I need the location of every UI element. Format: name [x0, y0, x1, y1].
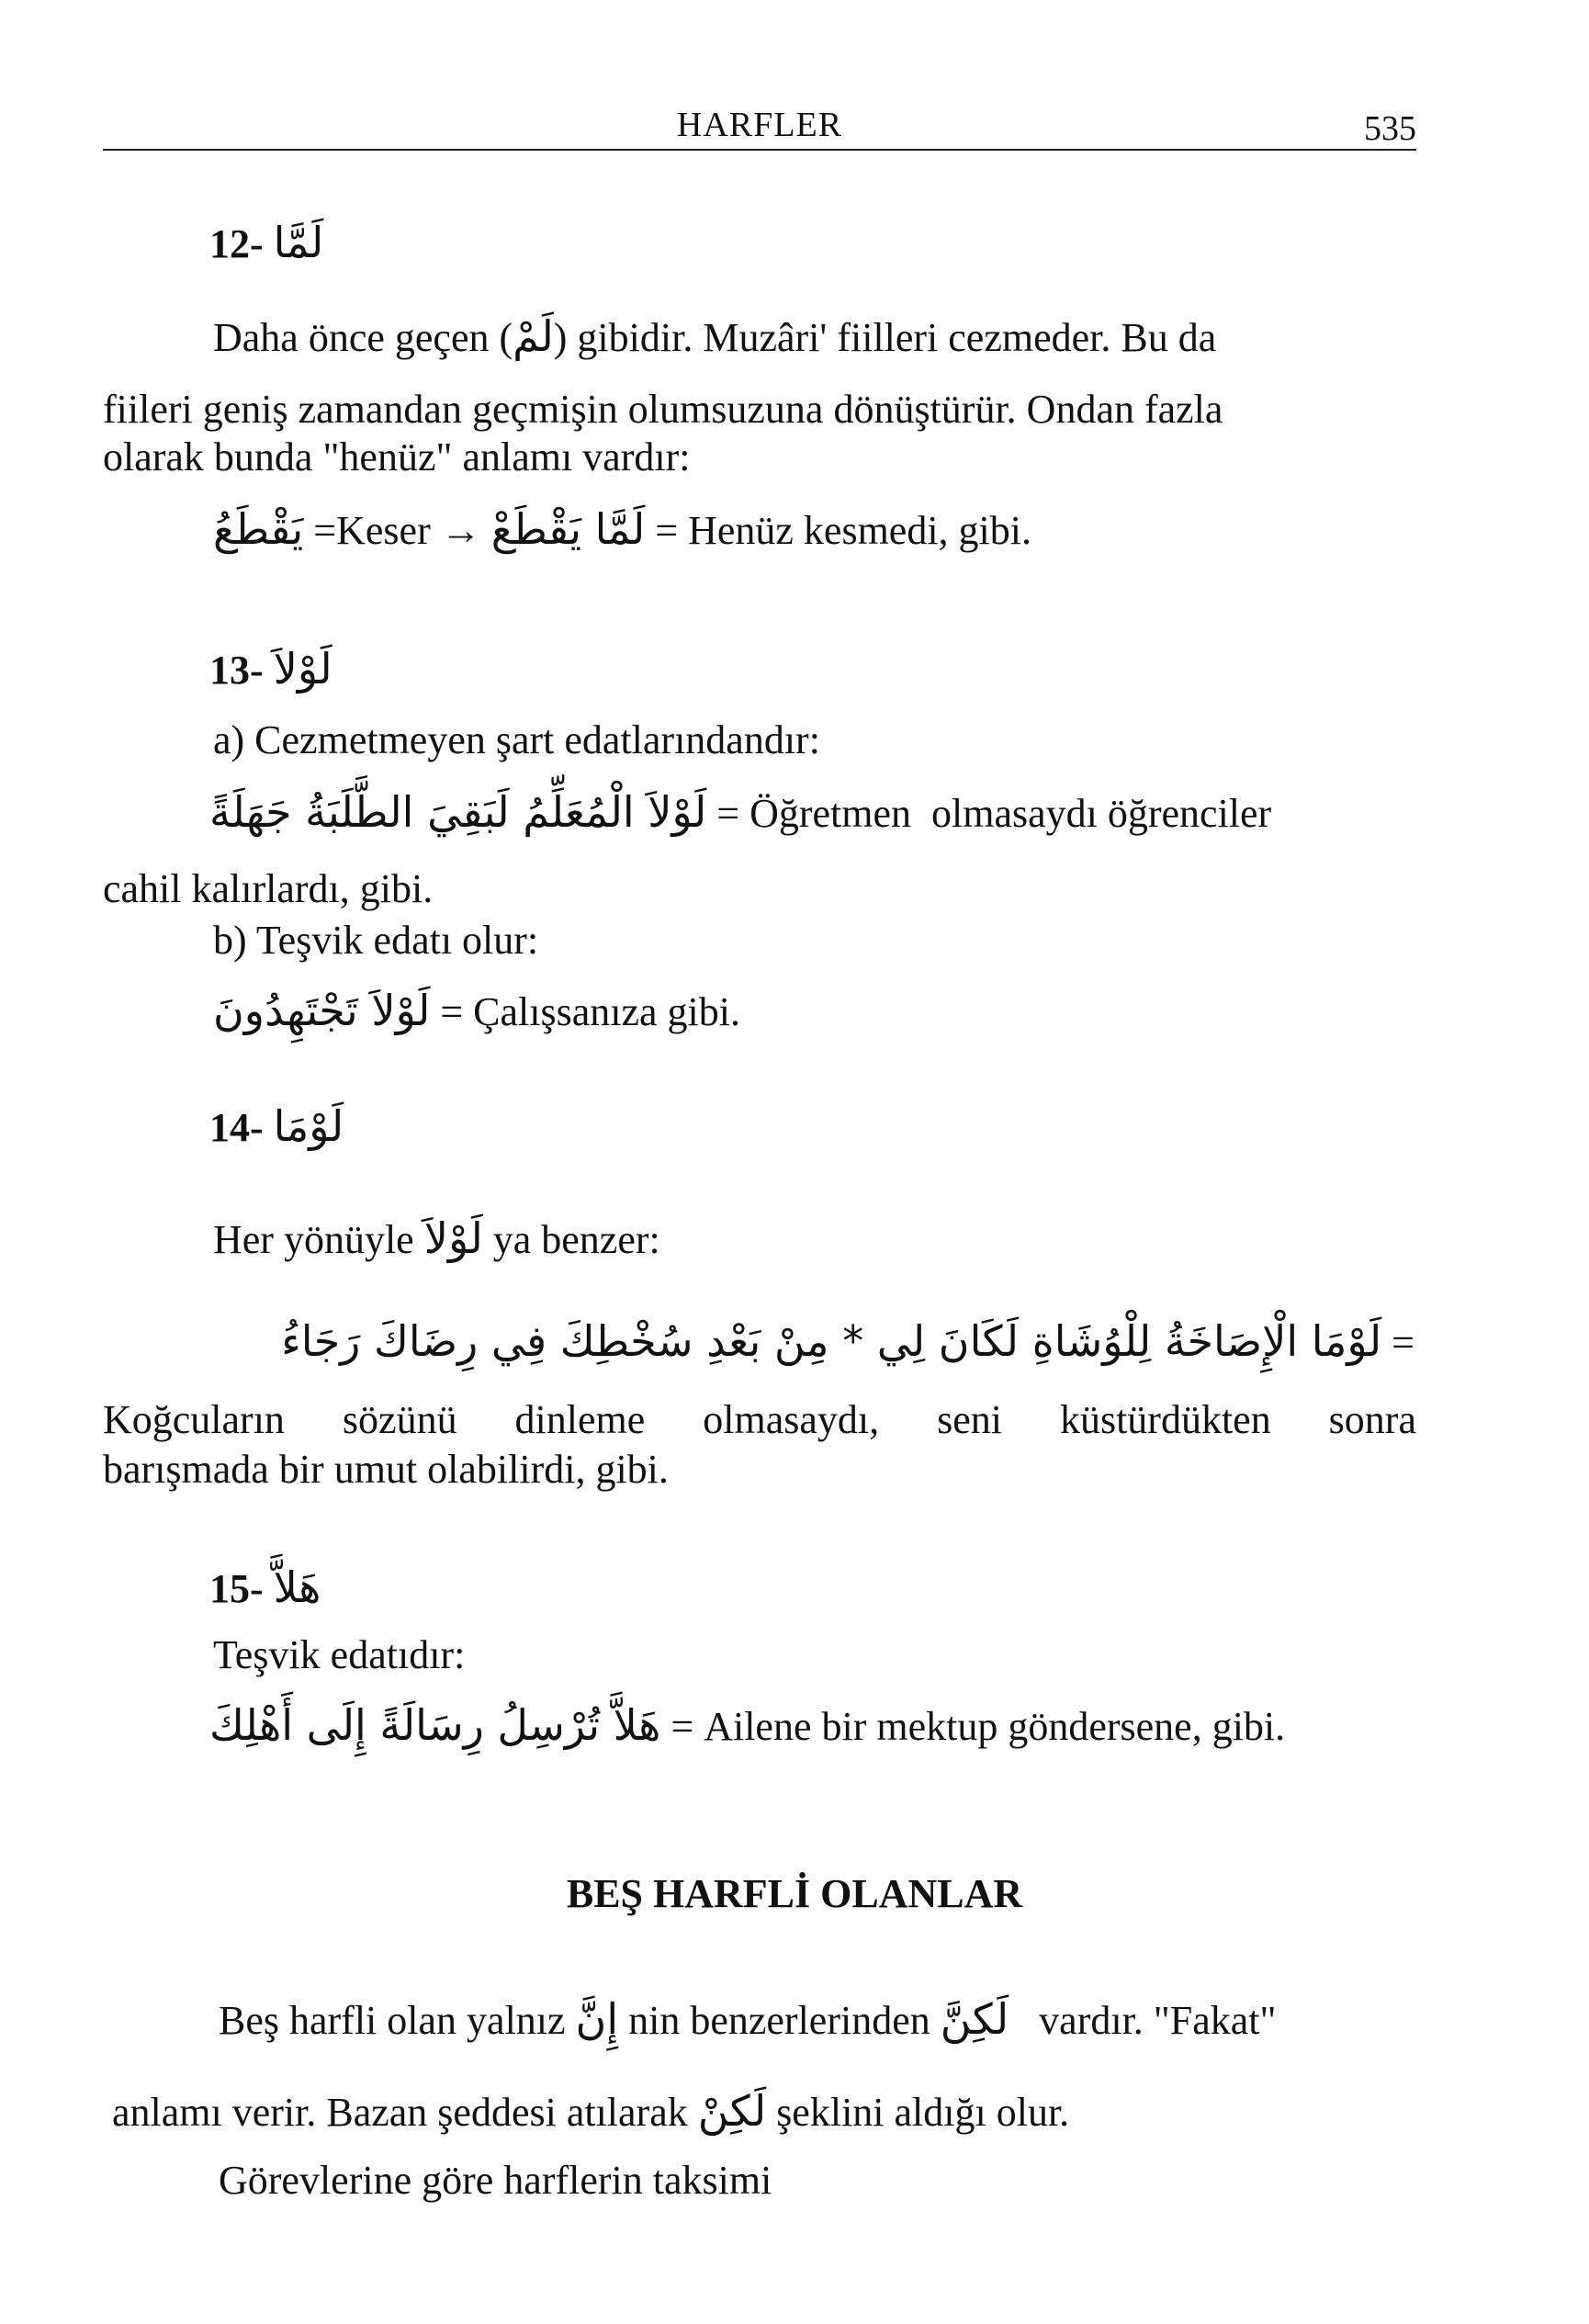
running-title: HARFLER — [676, 106, 843, 144]
verse-line — [220, 1315, 1414, 1369]
text-span: =Keser → — [313, 508, 481, 553]
section-14-heading — [209, 1100, 344, 1154]
paragraph-line: Koğcuların sözünü dinleme olmasaydı, seni küstürdükten sonra — [103, 1397, 1416, 1442]
text-span: Daha önce geçen ( — [213, 315, 513, 360]
text-span: ya benzer: — [492, 1217, 660, 1262]
section-number: 15- — [209, 1566, 264, 1611]
arabic-inline: لَوْلاَ — [423, 1213, 483, 1263]
text-span: vardır. "Fakat" — [1039, 1998, 1277, 2043]
section-15-heading — [209, 1562, 321, 1615]
arabic-example: لَمَّا يَقْطَعْ — [490, 504, 646, 554]
section-number: 14- — [209, 1105, 264, 1150]
section-number: 13- — [209, 648, 264, 693]
text-span: Beş harfli olan yalnız — [219, 1998, 566, 2043]
section-arabic-term: لَمَّا — [273, 218, 324, 267]
arabic-example: لَوْلاَ تَجْتَهِدُونَ — [213, 986, 431, 1035]
section-12-heading — [209, 217, 323, 270]
paragraph-line: Görevlerine göre harflerin taksimi — [219, 2158, 772, 2203]
paragraph-line: a) Cezmetmeyen şart edatlarındandır: — [213, 717, 820, 762]
paragraph-line: fiileri geniş zamandan geçmişin olumsuzuna dönüştürür. Ondan fazla — [103, 387, 1223, 432]
paragraph-line: olarak bunda "henüz" anlamı vardır: — [103, 434, 691, 479]
paragraph-line — [219, 1993, 1276, 2047]
paragraph-line — [213, 310, 1216, 364]
paragraph-line: barışmada bir umut olabilirdi, gibi. — [103, 1447, 669, 1492]
text-span: = Henüz kesmedi, gibi. — [655, 508, 1032, 553]
example-line — [213, 503, 1031, 557]
arabic-inline: لَكِنْ — [697, 2086, 767, 2136]
text-span: Her yönüyle — [213, 1217, 414, 1262]
example-line — [209, 786, 1271, 840]
text-span: = Ailene bir mektup göndersene, gibi. — [671, 1704, 1286, 1749]
arabic-inline: لَمْ — [513, 311, 554, 361]
text-span: nin benzerlerinden — [628, 1998, 930, 2043]
arabic-example: يَقْطَعُ — [213, 504, 304, 554]
text-span: = Öğretmen — [716, 791, 912, 836]
arabic-example: لَوْلاَ الْمُعَلِّمُ لَبَقِيَ الطَّلَبَةُ جَهَلَةً — [209, 787, 707, 837]
paragraph-line — [213, 1213, 660, 1266]
section-heading: BEŞ HARFLİ OLANLAR — [566, 1871, 1023, 1916]
arabic-inline: إِنَّ — [575, 1994, 619, 2044]
text-span: olmasaydı öğrenciler — [931, 791, 1272, 836]
text-span: = Çalışsanıza gibi. — [440, 989, 741, 1034]
section-arabic-term: لَوْمَا — [273, 1101, 344, 1151]
section-number: 12- — [209, 221, 264, 266]
paragraph-line: b) Teşvik edatı olur: — [213, 918, 539, 963]
page-header — [103, 99, 1416, 151]
arabic-verse: لَوْمَا الْإِصَاخَةُ لِلْوُشَاةِ لَكَانَ لِي * مِنْ بَعْدِ سُخْطِكَ فِي رِضَاكَ رَجَاءُ — [281, 1316, 1382, 1366]
example-line — [209, 1699, 1285, 1753]
section-13-heading — [209, 643, 332, 696]
section-arabic-term: هَلاَّ — [273, 1562, 321, 1612]
paragraph-line: Teşvik edatıdır: — [213, 1632, 466, 1677]
text-span: ) gibidir. Muzâri' fiilleri cezmeder. Bu da — [553, 315, 1217, 360]
arabic-example: هَلاَّ تُرْسِلُ رِسَالَةً إِلَى أَهْلِكَ — [209, 1700, 661, 1750]
paragraph-line — [112, 2085, 1069, 2138]
text-span: anlamı verir. Bazan şeddesi atılarak — [112, 2090, 688, 2135]
text-span: şeklini aldığı olur. — [776, 2090, 1070, 2135]
page-number: 535 — [1364, 109, 1416, 148]
section-arabic-term: لَوْلاَ — [273, 644, 332, 694]
arabic-inline: لَكِنَّ — [940, 1994, 1009, 2044]
equals-sign: = — [1392, 1320, 1414, 1365]
paragraph-line: cahil kalırlardı, gibi. — [103, 866, 434, 911]
example-line — [213, 985, 740, 1038]
